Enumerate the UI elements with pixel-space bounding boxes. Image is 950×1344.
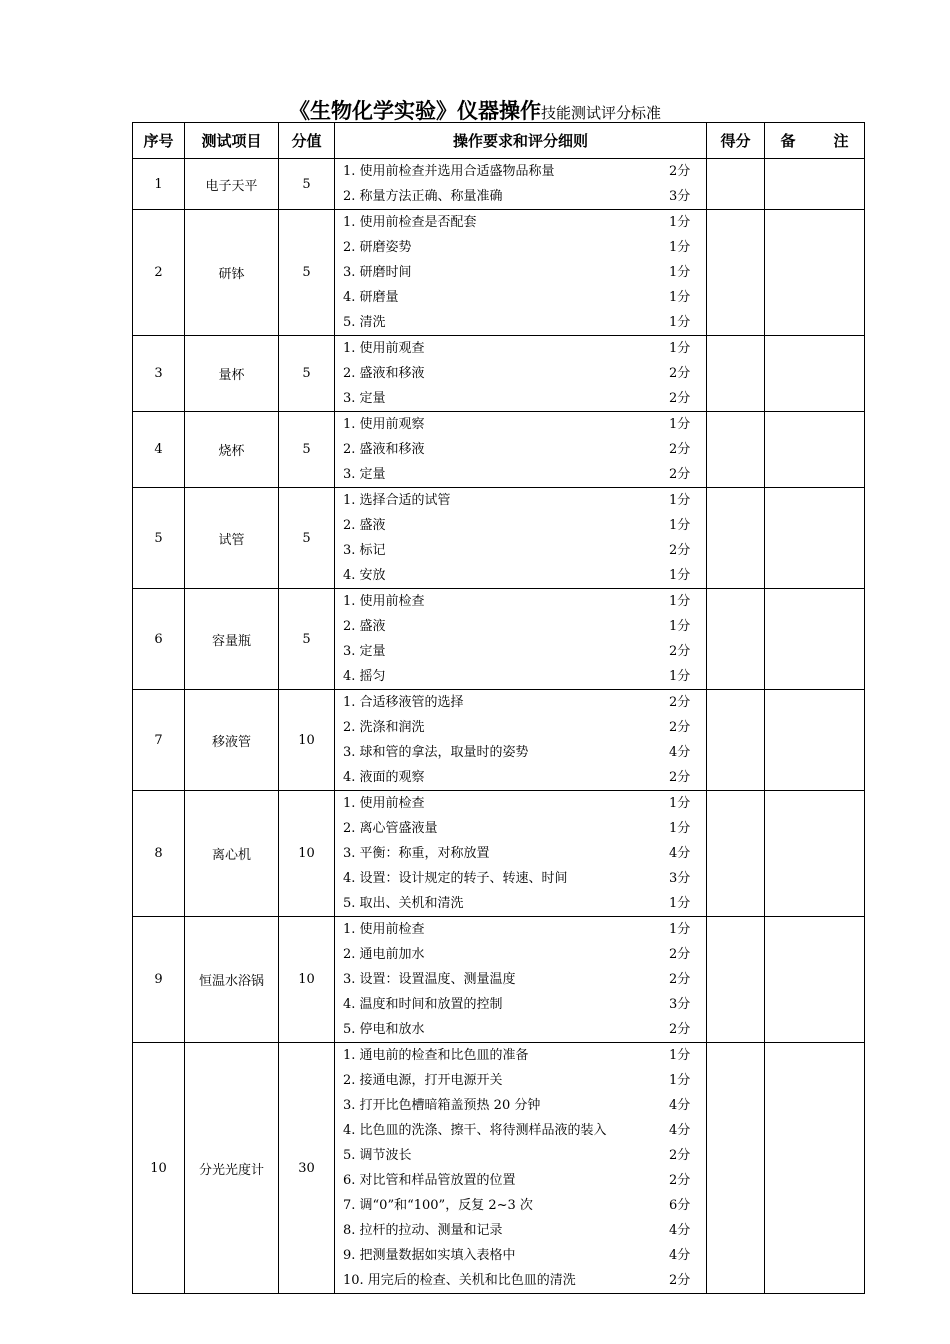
- row-got-score: [707, 336, 765, 412]
- requirement-line: [335, 210, 706, 235]
- row-remark: [765, 336, 865, 412]
- requirement-line: [335, 260, 706, 285]
- table-row: [133, 589, 865, 690]
- requirement-line: [335, 386, 706, 411]
- row-item-name: 试管: [185, 488, 279, 589]
- row-score: 5: [279, 412, 335, 488]
- row-score: 5: [279, 488, 335, 589]
- requirement-line: [335, 1068, 706, 1093]
- requirement-points: 6分: [669, 1198, 691, 1213]
- row-remark: [765, 1043, 865, 1294]
- row-requirements: [335, 336, 707, 412]
- requirement-points: 2分: [669, 1148, 691, 1163]
- requirement-line: [335, 1093, 706, 1118]
- requirement-text: 3. 设置：设置温度、测量温度: [343, 972, 516, 987]
- requirement-line: [335, 159, 706, 184]
- requirement-points: 1分: [669, 896, 691, 911]
- row-item-name: 离心机: [185, 791, 279, 917]
- requirement-line: [335, 310, 706, 335]
- requirement-line: [335, 690, 706, 715]
- table-row: [133, 791, 865, 917]
- header-requirements: 操作要求和评分细则: [335, 123, 707, 159]
- requirement-points: 1分: [669, 922, 691, 937]
- row-got-score: [707, 690, 765, 791]
- requirement-points: 1分: [669, 417, 691, 432]
- requirement-text: 4. 研磨量: [343, 290, 399, 305]
- row-score: 10: [279, 917, 335, 1043]
- requirement-line: [335, 1143, 706, 1168]
- requirement-text: 1. 使用前检查: [343, 594, 425, 609]
- row-item-name: 量杯: [185, 336, 279, 412]
- requirement-line: [335, 942, 706, 967]
- requirement-text: 4. 设置：设计规定的转子、转速、时间: [343, 871, 568, 886]
- requirement-text: 6. 对比管和样品管放置的位置: [343, 1173, 516, 1188]
- header-remark-char-2: 注: [833, 132, 849, 150]
- requirement-text: 1. 选择合适的试管: [343, 493, 451, 508]
- requirement-text: 3. 球和管的拿法，取量时的姿势: [343, 745, 529, 760]
- row-got-score: [707, 412, 765, 488]
- row-item-name: 电子天平: [185, 159, 279, 210]
- row-got-score: [707, 159, 765, 210]
- requirement-points: 2分: [669, 644, 691, 659]
- row-number: 3: [133, 336, 185, 412]
- requirement-points: 1分: [669, 341, 691, 356]
- header-got: 得分: [707, 123, 765, 159]
- requirement-text: 4. 液面的观察: [343, 770, 425, 785]
- requirement-text: 3. 平衡：称重，对称放置: [343, 846, 490, 861]
- requirement-points: 2分: [669, 972, 691, 987]
- requirement-line: [335, 235, 706, 260]
- requirement-text: 5. 停电和放水: [343, 1022, 425, 1037]
- requirement-line: [335, 437, 706, 462]
- row-remark: [765, 791, 865, 917]
- requirement-line: [335, 589, 706, 614]
- requirement-text: 5. 调节波长: [343, 1148, 412, 1163]
- row-score: 5: [279, 210, 335, 336]
- requirement-points: 1分: [669, 796, 691, 811]
- requirement-line: [335, 1268, 706, 1293]
- requirement-points: 2分: [669, 947, 691, 962]
- requirement-points: 4分: [669, 1123, 691, 1138]
- row-got-score: [707, 488, 765, 589]
- requirement-points: 4分: [669, 1248, 691, 1263]
- requirement-text: 1. 使用前观察: [343, 417, 425, 432]
- requirement-line: [335, 917, 706, 942]
- row-remark: [765, 589, 865, 690]
- requirement-points: 3分: [669, 189, 691, 204]
- requirement-points: 2分: [669, 720, 691, 735]
- requirement-points: 2分: [669, 467, 691, 482]
- requirement-points: 1分: [669, 594, 691, 609]
- row-number: 2: [133, 210, 185, 336]
- requirement-line: [335, 1043, 706, 1068]
- row-score: 10: [279, 690, 335, 791]
- row-number: 1: [133, 159, 185, 210]
- requirement-points: 1分: [669, 240, 691, 255]
- requirement-line: [335, 791, 706, 816]
- requirement-line: [335, 841, 706, 866]
- requirement-points: 4分: [669, 1223, 691, 1238]
- row-number: 4: [133, 412, 185, 488]
- row-item-name: 研钵: [185, 210, 279, 336]
- row-remark: [765, 690, 865, 791]
- row-got-score: [707, 791, 765, 917]
- row-number: 7: [133, 690, 185, 791]
- requirement-line: [335, 488, 706, 513]
- requirement-line: [335, 639, 706, 664]
- requirement-line: [335, 513, 706, 538]
- row-got-score: [707, 1043, 765, 1294]
- requirement-points: 1分: [669, 1073, 691, 1088]
- title-main: 《生物化学实验》仪器操作: [288, 99, 541, 123]
- table-row: [133, 690, 865, 791]
- table-row: [133, 917, 865, 1043]
- requirement-text: 2. 盛液和移液: [343, 366, 425, 381]
- row-item-name: 移液管: [185, 690, 279, 791]
- row-remark: [765, 159, 865, 210]
- row-item-name: 恒温水浴锅: [185, 917, 279, 1043]
- table-row: [133, 336, 865, 412]
- requirement-line: [335, 715, 706, 740]
- requirement-text: 2. 洗涤和润洗: [343, 720, 425, 735]
- requirement-line: [335, 765, 706, 790]
- requirement-points: 2分: [669, 1022, 691, 1037]
- table-row: [133, 412, 865, 488]
- requirement-points: 2分: [669, 543, 691, 558]
- requirement-text: 4. 比色皿的洗涤、擦干、将待测样品液的装入: [343, 1123, 607, 1138]
- row-requirements: [335, 690, 707, 791]
- requirement-points: 1分: [669, 265, 691, 280]
- title-sub: 技能测试评分标准: [540, 104, 661, 122]
- row-item-name: 容量瓶: [185, 589, 279, 690]
- requirement-text: 3. 定量: [343, 467, 386, 482]
- requirement-line: [335, 664, 706, 689]
- requirement-line: [335, 1218, 706, 1243]
- row-number: 10: [133, 1043, 185, 1294]
- requirement-text: 2. 通电前加水: [343, 947, 425, 962]
- requirement-points: 1分: [669, 669, 691, 684]
- requirement-line: [335, 1168, 706, 1193]
- row-score: 5: [279, 589, 335, 690]
- requirement-text: 4. 安放: [343, 568, 386, 583]
- requirement-points: 2分: [669, 770, 691, 785]
- requirement-text: 2. 称量方法正确、称量准确: [343, 189, 503, 204]
- requirement-points: 1分: [669, 315, 691, 330]
- requirement-text: 3. 定量: [343, 644, 386, 659]
- requirement-points: 1分: [669, 518, 691, 533]
- requirement-text: 3. 标记: [343, 543, 386, 558]
- header-remark: [765, 123, 865, 159]
- requirement-points: 2分: [669, 695, 691, 710]
- requirement-line: [335, 538, 706, 563]
- row-remark: [765, 412, 865, 488]
- row-requirements: [335, 917, 707, 1043]
- requirement-line: [335, 1243, 706, 1268]
- row-requirements: [335, 1043, 707, 1294]
- requirement-points: 1分: [669, 290, 691, 305]
- requirement-points: 3分: [669, 997, 691, 1012]
- requirement-line: [335, 1193, 706, 1218]
- row-requirements: [335, 159, 707, 210]
- header-no: 序号: [133, 123, 185, 159]
- table-row: [133, 1043, 865, 1294]
- requirement-text: 2. 接通电源，打开电源开关: [343, 1073, 503, 1088]
- table-row: [133, 159, 865, 210]
- requirement-line: [335, 563, 706, 588]
- header-row: [133, 123, 865, 159]
- requirement-text: 1. 使用前检查: [343, 796, 425, 811]
- row-number: 8: [133, 791, 185, 917]
- row-got-score: [707, 917, 765, 1043]
- row-requirements: [335, 488, 707, 589]
- requirement-points: 2分: [669, 1273, 691, 1288]
- row-remark: [765, 488, 865, 589]
- requirement-points: 2分: [669, 164, 691, 179]
- row-remark: [765, 917, 865, 1043]
- requirement-text: 1. 通电前的检查和比色皿的准备: [343, 1048, 529, 1063]
- requirement-points: 2分: [669, 366, 691, 381]
- requirement-points: 2分: [669, 442, 691, 457]
- row-score: 5: [279, 159, 335, 210]
- requirement-text: 4. 摇匀: [343, 669, 386, 684]
- requirement-line: [335, 816, 706, 841]
- row-number: 9: [133, 917, 185, 1043]
- requirement-text: 2. 离心管盛液量: [343, 821, 438, 836]
- requirement-line: [335, 336, 706, 361]
- row-score: 10: [279, 791, 335, 917]
- requirement-text: 8. 拉杆的拉动、测量和记录: [343, 1223, 503, 1238]
- requirement-text: 1. 使用前检查是否配套: [343, 215, 477, 230]
- requirement-points: 4分: [669, 846, 691, 861]
- requirement-points: 1分: [669, 568, 691, 583]
- requirement-text: 3. 打开比色槽暗箱盖预热 20 分钟: [343, 1098, 541, 1113]
- row-number: 6: [133, 589, 185, 690]
- requirement-line: [335, 740, 706, 765]
- row-remark: [765, 210, 865, 336]
- row-got-score: [707, 589, 765, 690]
- requirement-text: 7. 调“0”和“100”，反复 2~3 次: [343, 1198, 533, 1213]
- requirement-text: 2. 盛液: [343, 518, 386, 533]
- requirement-line: [335, 614, 706, 639]
- requirement-line: [335, 967, 706, 992]
- requirement-points: 4分: [669, 1098, 691, 1113]
- row-got-score: [707, 210, 765, 336]
- table-row: [133, 210, 865, 336]
- requirement-text: 3. 定量: [343, 391, 386, 406]
- requirement-text: 2. 研磨姿势: [343, 240, 412, 255]
- requirement-points: 2分: [669, 1173, 691, 1188]
- requirement-text: 1. 合适移液管的选择: [343, 695, 464, 710]
- requirement-text: 2. 盛液: [343, 619, 386, 634]
- requirement-text: 1. 使用前观查: [343, 341, 425, 356]
- requirement-line: [335, 412, 706, 437]
- row-item-name: 分光光度计: [185, 1043, 279, 1294]
- requirement-line: [335, 285, 706, 310]
- requirement-line: [335, 1017, 706, 1042]
- requirement-line: [335, 462, 706, 487]
- requirement-text: 1. 使用前检查: [343, 922, 425, 937]
- row-requirements: [335, 791, 707, 917]
- requirement-points: 1分: [669, 215, 691, 230]
- requirement-line: [335, 184, 706, 209]
- requirement-points: 3分: [669, 871, 691, 886]
- requirement-points: 1分: [669, 1048, 691, 1063]
- requirement-text: 4. 温度和时间和放置的控制: [343, 997, 503, 1012]
- requirement-line: [335, 992, 706, 1017]
- requirement-points: 2分: [669, 391, 691, 406]
- requirement-points: 1分: [669, 821, 691, 836]
- row-number: 5: [133, 488, 185, 589]
- requirement-text: 10. 用完后的检查、关机和比色皿的清洗: [343, 1273, 576, 1288]
- requirement-points: 1分: [669, 619, 691, 634]
- requirement-text: 9. 把测量数据如实填入表格中: [343, 1248, 516, 1263]
- row-requirements: [335, 210, 707, 336]
- row-requirements: [335, 412, 707, 488]
- requirement-line: [335, 866, 706, 891]
- row-score: 30: [279, 1043, 335, 1294]
- requirement-points: 1分: [669, 493, 691, 508]
- row-requirements: [335, 589, 707, 690]
- header-score: 分值: [279, 123, 335, 159]
- row-score: 5: [279, 336, 335, 412]
- requirement-text: 3. 研磨时间: [343, 265, 412, 280]
- requirement-text: 1. 使用前检查并选用合适盛物品称量: [343, 164, 555, 179]
- table-row: [133, 488, 865, 589]
- scoring-table: [132, 122, 865, 1294]
- requirement-line: [335, 891, 706, 916]
- row-item-name: 烧杯: [185, 412, 279, 488]
- requirement-text: 5. 清洗: [343, 315, 386, 330]
- header-remark-char-1: 备: [780, 132, 796, 150]
- requirement-line: [335, 361, 706, 386]
- requirement-line: [335, 1118, 706, 1143]
- header-item: 测试项目: [185, 123, 279, 159]
- requirement-text: 2. 盛液和移液: [343, 442, 425, 457]
- requirement-text: 5. 取出、关机和清洗: [343, 896, 464, 911]
- requirement-points: 4分: [669, 745, 691, 760]
